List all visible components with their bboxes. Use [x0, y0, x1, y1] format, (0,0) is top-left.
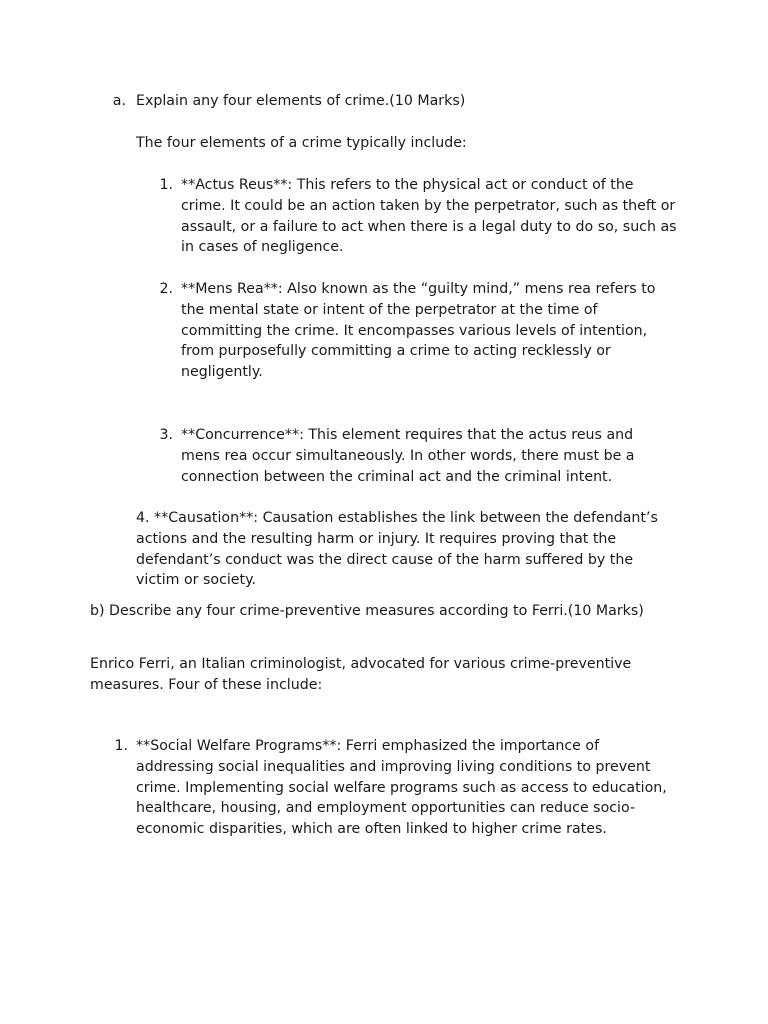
part-b-question: b) Describe any four crime-preventive measures according to Ferri.(10 Marks) [90, 603, 644, 619]
list-item-concurrence: **Concurrence**: This element requires that the actus reus and mens rea occur simultaneously. In other words, there must be a connection between the criminal act and the criminal intent. [181, 427, 635, 485]
part-a-marker: a. [112, 93, 126, 109]
part-b-intro: Enrico Ferri, an Italian criminologist, advocated for various crime-preventive measures. Four of these include: [90, 656, 632, 693]
item-number: 1. [114, 738, 128, 754]
list-item-causation: 4. **Causation**: Causation establishes the link between the defendant’s actions and the resulting harm or injury. It requires proving that the defendant’s conduct was the direct cause of the harm suffered by the victim or society. [136, 510, 658, 589]
part-a-question: Explain any four elements of crime.(10 Marks) [136, 93, 466, 109]
item-number: 1. [159, 177, 173, 193]
item-number: 3. [159, 427, 173, 443]
list-item-social-welfare: **Social Welfare Programs**: Ferri emphasized the importance of addressing social inequalities and improving living conditions to prevent crime. Implementing social welfare programs such as access to education, healthcare, housing, and employment opportunities can reduce socio-economic disparities, which are often linked to higher crime rates. [136, 738, 667, 838]
item-number: 2. [159, 281, 173, 297]
part-a-intro: The four elements of a crime typically include: [136, 135, 467, 151]
list-item-actus-reus: **Actus Reus**: This refers to the physical act or conduct of the crime. It could be an action taken by the perpetrator, such as theft or assault, or a failure to act when there is a legal duty to do so, such as in cases of negligence. [181, 177, 677, 256]
list-item-mens-rea: **Mens Rea**: Also known as the “guilty mind,” mens rea refers to the mental state or intent of the perpetrator at the time of committing the crime. It encompasses various levels of intention, from purposefully committing a crime to acting recklessly or negligently. [181, 281, 656, 381]
